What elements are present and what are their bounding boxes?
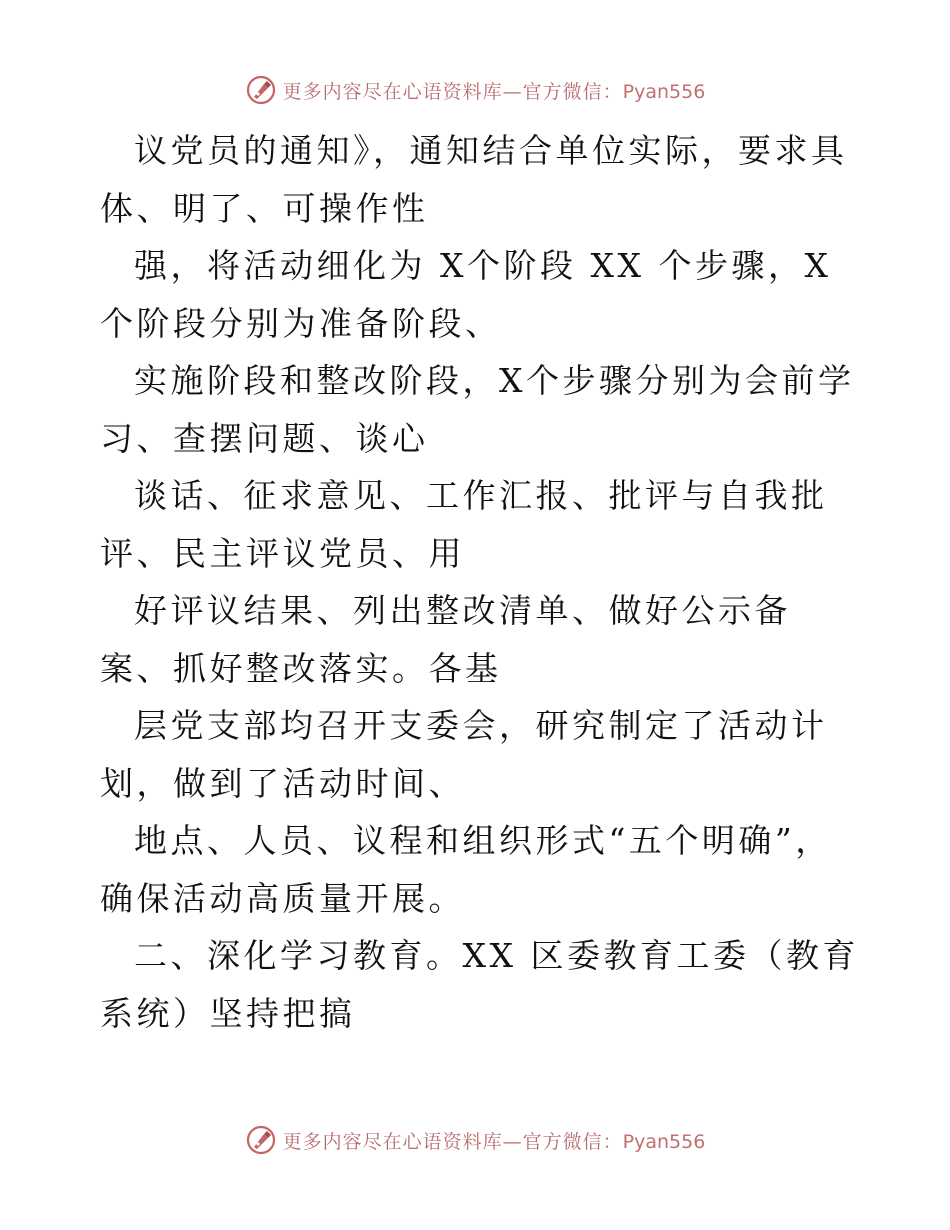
paragraph-1: 议党员的通知》，通知结合单位实际，要求具体、明了、可操作性 [100,131,848,228]
paragraph-4: 谈话、征求意见、工作汇报、批评与自我批评、民主评议党员、用 [100,476,828,573]
header-wechat-id: Pyan556 [622,80,706,103]
paragraph-8: 二、深化学习教育。XX 区委教育工委（教育系统）坚持把搞 [100,936,859,1033]
footer-watermark-text: 更多内容尽在心语资料库—官方微信：Pyan556 [282,1130,706,1153]
header-watermark-banner [0,70,950,110]
paragraph-6: 层党支部均召开支委会，研究制定了活动计划，做到了活动时间、 [100,706,828,803]
paragraph-7: 地点、人员、议程和组织形式“五个明确”，确保活动高质量开展。 [100,821,832,918]
paragraph-5: 好评议结果、列出整改清单、做好公示备案、抓好整改落实。各基 [100,591,791,688]
pen-nib-logo-icon [245,74,277,106]
paragraph-2: 强，将活动细化为 X个阶段 XX 个步骤，X个阶段分别为准备阶段、 [100,246,832,343]
header-watermark-text: 更多内容尽在心语资料库—官方微信：Pyan556 [282,80,706,103]
pen-nib-logo-icon [245,1124,277,1156]
document-body [100,122,860,1042]
paragraph-3: 实施阶段和整改阶段，X个步骤分别为会前学习、查摆问题、谈心 [100,361,855,458]
footer-wechat-id: Pyan556 [622,1130,706,1153]
footer-watermark-banner [0,1120,950,1160]
